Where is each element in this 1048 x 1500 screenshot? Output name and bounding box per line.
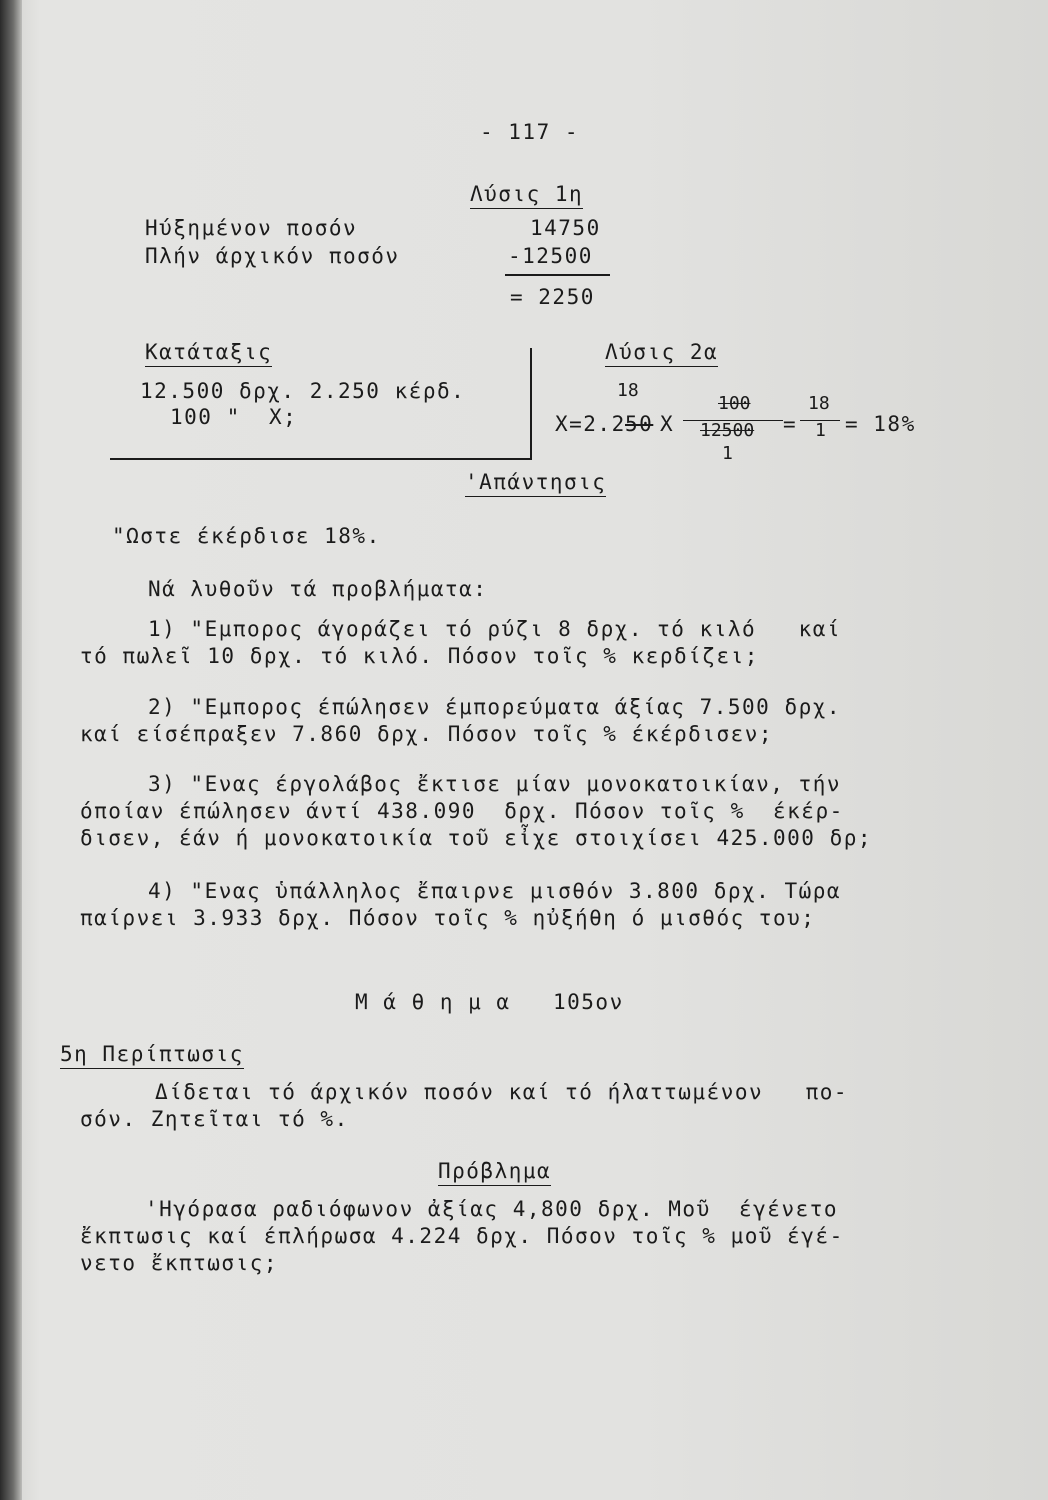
solution1-row2-label: Πλήν άρχικόν ποσόν bbox=[145, 244, 400, 268]
solution1-row1-value: 14750 bbox=[530, 216, 601, 240]
problem-line3: νετο ἔκπτωσις; bbox=[80, 1251, 279, 1275]
answer-text: "Ωστε έκέρδισε 18%. bbox=[112, 524, 381, 548]
case-title: 5η Περίπτωσις bbox=[60, 1040, 244, 1069]
answer-title: 'Απάντησις bbox=[465, 468, 606, 497]
solution1-result: = 2250 bbox=[510, 285, 595, 309]
sum-line bbox=[505, 274, 610, 276]
problem2-line2: καί είσέπραξεν 7.860 δρχ. Πόσον τοῖς % έκέρδισεν; bbox=[80, 722, 774, 746]
fraction2-numerator: 18 bbox=[808, 393, 830, 414]
fraction1-denominator: 12500 bbox=[700, 420, 755, 441]
fraction1-small-den: 1 bbox=[722, 443, 733, 464]
problem-line1: 'Ηγόρασα ραδιόφωνον ἀξίας 4,800 δρχ. Μοῦ έγένετο bbox=[145, 1197, 839, 1221]
solution2-x: X bbox=[660, 412, 675, 436]
problem-line2: ἔκπτωσις καί έπλήρωσα 4.224 δρχ. Πόσον τοῖς % μοῦ έγέ- bbox=[80, 1224, 844, 1248]
solution2-title: Λύσις 2α bbox=[605, 338, 718, 367]
problem4-line2: παίρνει 3.933 δρχ. Πόσον τοῖς % ηὐξήθη ό μισθός του; bbox=[80, 906, 816, 930]
solution2-struck: 50 bbox=[625, 412, 654, 436]
fraction1-numerator: 100 bbox=[718, 393, 751, 414]
problem1-line1: 1) "Εμπορος άγοράζει τό ρύζι 8 δρχ. τό κιλό καί bbox=[148, 617, 842, 641]
solution2-result: = 18% bbox=[845, 412, 916, 436]
problem-title: Πρόβλημα bbox=[438, 1157, 551, 1186]
problem3-line3: δισεν, έάν ή μονοκατοικία τοῦ εἶχε στοιχίσει 425.000 δρ; bbox=[80, 826, 873, 850]
kataxis-bottom-rule bbox=[110, 458, 530, 460]
solution1-row2-value: -12500 bbox=[508, 244, 593, 268]
fraction2-denominator: 1 bbox=[815, 420, 826, 441]
problem2-line1: 2) "Εμπορος έπώλησεν έμπορεύματα άξίας 7.500 δρχ. bbox=[148, 695, 842, 719]
kataxis-line1: 12.500 δρχ. 2.250 κέρδ. bbox=[140, 379, 466, 403]
solution2-small-num: 18 bbox=[617, 380, 639, 401]
page-binding-edge bbox=[0, 0, 22, 1500]
page-number: - 117 - bbox=[480, 120, 580, 144]
problem4-line1: 4) "Ενας ὑπάλληλος ἔπαιρνε μισθόν 3.800 δρχ. Τώρα bbox=[148, 879, 842, 903]
solution1-title: Λύσις 1η bbox=[470, 180, 583, 209]
case-line1: Δίδεται τό άρχικόν ποσόν καί τό ήλαττωμένον πο- bbox=[155, 1080, 849, 1104]
solution2-prefix: X=2.2 bbox=[555, 412, 626, 436]
solution1-row1-label: Ηύξημένον ποσόν bbox=[145, 216, 358, 240]
kataxis-title: Κατάταξις bbox=[145, 338, 272, 367]
problem3-line1: 3) "Ενας έργολάβος ἔκτισε μίαν μονοκατοικίαν, τήν bbox=[148, 772, 842, 796]
problem3-line2: όποίαν έπώλησεν άντί 438.090 δρχ. Πόσον τοῖς % έκέρ- bbox=[80, 799, 844, 823]
problem1-line2: τό πωλεῖ 10 δρχ. τό κιλό. Πόσον τοῖς % κερδίζει; bbox=[80, 644, 759, 668]
case-line2: σόν. Ζητεῖται τό %. bbox=[80, 1107, 349, 1131]
lesson-heading: Μ ά θ η μ α 105ον bbox=[355, 990, 624, 1014]
kataxis-line2: 100 " X; bbox=[170, 405, 298, 429]
equals-sign: = bbox=[783, 412, 798, 436]
problems-intro: Νά λυθοῦν τά προβλήματα: bbox=[148, 577, 488, 601]
kataxis-vertical-rule bbox=[530, 348, 532, 460]
